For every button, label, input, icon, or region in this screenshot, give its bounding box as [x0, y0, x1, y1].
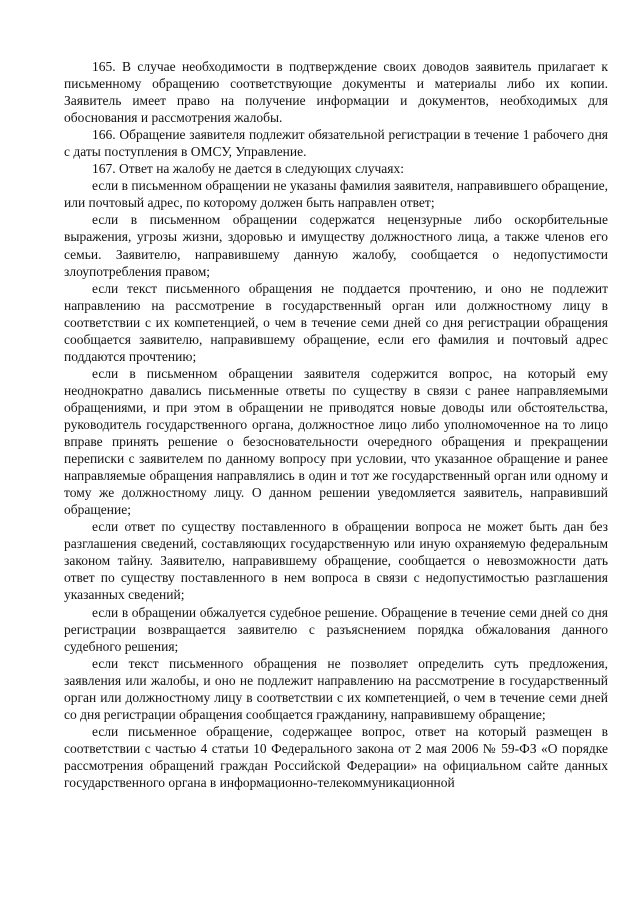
case-unclear-essence: если текст письменного обращения не позволяет определить суть предложения, заявления или жалобы, и оно не подлежит направлению на рассмотрение в государственный орган или должностному лицу в соответствии с их компетенцией, о чем в течение семи дней со дня регистрации обращения сообщается гражданину, направившему обращение;: [64, 655, 608, 722]
case-unreadable-text: если текст письменного обращения не поддается прочтению, и оно не подлежит направлению на рассмотрение в государственный орган или должностному лицу в соответствии с их компетенцией, о чем в течение семи дней со дня регистрации обращения сообщается заявителю, направившему обращение, если его фамилия и почтовый адрес поддаются прочтению;: [64, 280, 608, 364]
document-page: [64, 58, 608, 791]
case-no-name-or-address: если в письменном обращении не указаны фамилия заявителя, направившего обращение, или почтовый адрес, по которому должен быть направлен ответ;: [64, 178, 608, 211]
case-state-secret: если ответ по существу поставленного в обращении вопроса не может быть дан без разглашения сведений, составляющих государственную или иную охраняемую федеральным законом тайну. Заявителю, направившему обращение, сообщается о невозможности дать ответ по существу поставленного в нем вопроса в связи с недопустимостью разглашения указанных сведений;: [64, 519, 608, 603]
paragraph-165: 165. В случае необходимости в подтверждение своих доводов заявитель прилагает к письменному обращению соответствующие документы и материалы либо их копии. Заявитель имеет право на получение информации и документов, необходимых для обоснования и рассмотрения жалобы.: [64, 59, 608, 126]
case-answer-published: если письменное обращение, содержащее вопрос, ответ на который размещен в соответствии с частью 4 статьи 10 Федерального закона от 2 мая 2006 № 59-ФЗ «О порядке рассмотрения обращений граждан Российской Федерации» на официальном сайте данных государственного органа в информационно-телекоммуникационной: [64, 723, 608, 790]
case-court-decision: если в обращении обжалуется судебное решение. Обращение в течение семи дней со дня регистрации возвращается заявителю с разъяснением порядка обжалования данного судебного решения;: [64, 604, 608, 654]
paragraph-166: 166. Обращение заявителя подлежит обязательной регистрации в течение 1 рабочего дня с даты поступления в ОМСУ, Управление.: [64, 127, 608, 160]
case-offensive-language: если в письменном обращении содержатся нецензурные либо оскорбительные выражения, угрозы жизни, здоровью и имуществу должностного лица, а также членов его семьи. Заявителю, направившему данную жалобу, сообщается о недопустимости злоупотребления правом;: [64, 212, 608, 279]
case-repeated-question: если в письменном обращении заявителя содержится вопрос, на который ему неоднократно давались письменные ответы по существу в связи с ранее направляемыми обращениями, и при этом в обращении не приводятся новые доводы или обстоятельства, руководитель государственного органа, должностное лицо либо уполномоченное на то лицо вправе принять решение о безосновательности очередного обращения и прекращении переписки с заявителем по данному вопросу при условии, что указанное обращение и ранее направляемые обращения направлялись в один и тот же государственный орган или одному и тому же должностному лицу. О данном решении уведомляется заявитель, направивший обращение;: [64, 365, 608, 518]
paragraph-167: 167. Ответ на жалобу не дается в следующих случаях:: [92, 161, 405, 177]
